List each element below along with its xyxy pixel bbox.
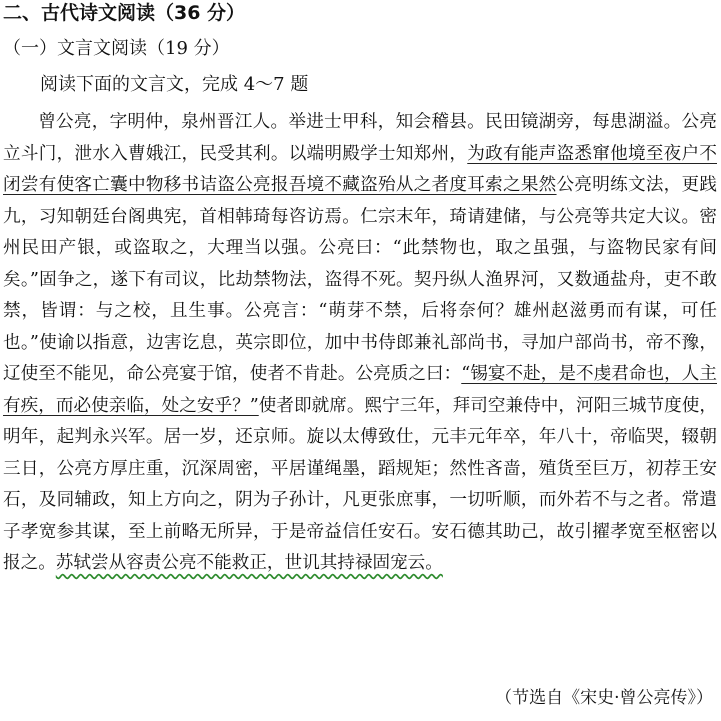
section-title: 二、古代诗文阅读（36 分） — [3, 2, 246, 24]
underlined-sentence: 为政有能声盗悉窜他境至夜户不闭尝有使客亡囊中物移书诘盗公亮报吾境不藏盗殆从之者度耳索之果然 — [3, 143, 717, 195]
wavy-underlined-sentence: 苏轼尝从容责公亮不能救正，世讥其持禄固宠云。 — [55, 553, 443, 573]
instruction-text: 阅读下面的文言文，完成 4～7 题 — [40, 74, 309, 95]
subsection-title: （一）文言文阅读（19 分） — [3, 38, 230, 59]
passage-part-1: 曾公亮，字明仲，泉州晋江人。举进士甲科，知会稽县。民田镜湖旁，每患湖溢。公亮立斗门，泄水入曹娥江，民受其利。以端明殿学士知郑州， — [3, 112, 717, 164]
passage-part-2: 公亮明练文法，更践九，习知朝廷台阁典宪，首相韩琦每咨访焉。仁宗末年，琦请建储，与公亮等共定大议。密州民田产银，或盗取之，大理当以强。公亮曰：“此禁物也，取之虽强，与盗物民家有间矣。”固争之，遂下有司议，比劫禁物法，盗得不死。契丹纵人渔界河，又数通盐舟，吏不敢禁，皆谓：与之校，且生事。公亮言：“萌芽不禁，后将奈何？雄州赵滋勇而有谋，可任也。”使谕以指意，边害讫息，英宗即位，加中书侍郎兼礼部尚书，寻加户部尚书，帝不豫，辽使至不能见，命公亮宴于馆，使者不肯赴。公亮质之曰： — [3, 175, 717, 384]
passage-part-3: 使者即就席。熙宁三年，拜司空兼侍中，河阳三城节度使，明年，起判永兴军。居一岁，还京师。旋以太傅致仕，元丰元年卒，年八十，帝临哭，辍朝三日，公亮方厚庄重，沉深周密，平居谨绳墨，蹈规矩；然性吝啬，殖货至巨万，初荐王安石，及同辅政，知上方向之，阴为子孙计，凡更张庶事，一切听顺，而外若不与之者。常遣子孝宽参其谋，至上前略无所异，于是帝益信任安石。安石德其助己，故引擢孝宽至枢密以报之。 — [3, 395, 717, 573]
underlined-quote: “锡宴不赴，是不虔君命也，人主有疾，而必使亲临，处之安乎？” — [3, 364, 717, 416]
classical-passage — [3, 107, 717, 580]
source-citation: （节选自《宋史·曾公亮传》） — [495, 688, 713, 708]
